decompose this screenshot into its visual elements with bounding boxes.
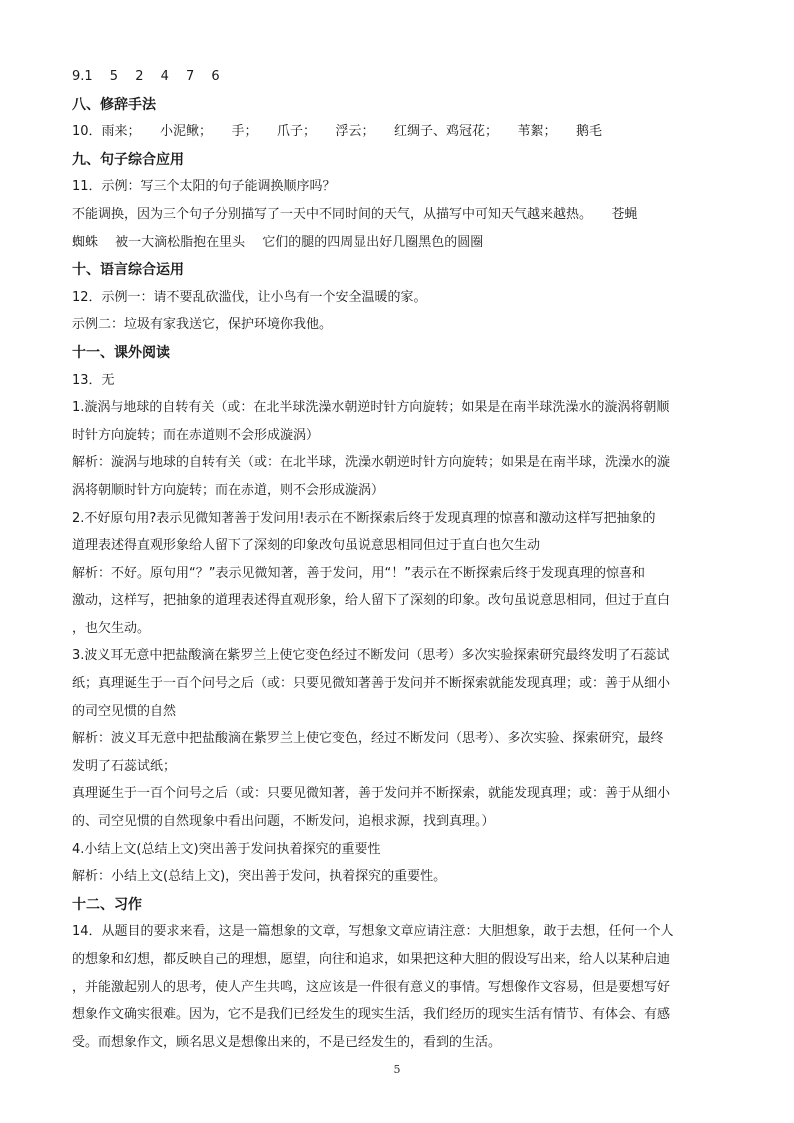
answer-line-12: 12．示例一：请不要乱砍滥伐，让小鸟有一个安全温暖的家。 [72,289,427,305]
text-line: 1.漩涡与地球的自转有关（或：在北半球洗澡水朝逆时针方向旋转；如果是在南半球洗澡水的漩涡将朝顺 [72,400,670,416]
text-line: ，并能激起别人的思考，使人产生共鸣，这应该是一件很有意义的事情。写想像作文容易，但是要想写好 [72,979,671,995]
text-line: 的想象和幻想，都反映自己的理想，愿望，向往和追求，如果把这种大胆的假设写出来，给人以某种启迪 [72,952,671,967]
answer-sheet [72,68,722,1061]
text-line: 真理诞生于一百个问号之后（或：只要见微知著，善于发问并不断探索，就能发现真理；或：善于从细小 [72,786,671,802]
text-line: 4.小结上文(总结上文)突出善于发问执着探究的重要性 [72,841,381,857]
section-heading-language: 十、语言综合运用 [72,262,184,279]
text-line: 发明了石蕊试纸； [72,758,177,774]
page-number: 5 [393,1063,401,1076]
answer-line-14: 14．从题目的要求来看，这是一篇想象的文章，写想象文章应请注意：大胆想象，敢于去想，任何一个人 [72,924,674,940]
section-heading-reading: 十一、课外阅读 [72,344,170,361]
answer-line-10: 10．雨来； 小泥鳅； 手； 爪子； 浮云； 红绸子、鸡冠花； 苇絮； 鹅毛 [72,124,603,140]
text-line: 涡将朝顺时针方向旋转；而在赤道，则不会形成漩涡） [72,482,385,498]
text-line: 激动，这样写，把抽象的道理表述得直观形象，给人留下了深刻的印象。改句虽说意思相同，但过于直白 [72,593,671,609]
text-line: 3.波义耳无意中把盐酸滴在紫罗兰上使它变色经过不断发问（思考）多次实验探索研究最终发明了石蕊试 [72,648,670,664]
text-line: 解析：波义耳无意中把盐酸滴在紫罗兰上使它变色，经过不断发问（思考）、多次实验、探索研究，最终 [72,731,664,747]
text-line: 解析：小结上文(总结上文)，突出善于发问，执着探究的重要性。 [72,869,447,885]
text-line: 道理表述得直观形象给人留下了深刻的印象改句虽说意思相同但过于直白也欠生动 [72,538,541,554]
text-line: 的司空见惯的自然 [72,703,177,719]
text-line: 蜘蛛 被一大滴松脂抱在里头 它们的腿的四周显出好几圈黑色的圆圈 [72,234,484,250]
text-line: 示例二：垃圾有家我送它，保护环境你我他。 [72,317,333,333]
answer-line-9: 9.1 5 2 4 7 6 [72,69,220,84]
section-heading-rhetoric: 八、修辞手法 [72,96,156,113]
text-line: 想象作文确实很难。因为，它不是我们已经发生的现实生活，我们经历的现实生活有情节、有体会、有感 [72,1007,671,1023]
answer-line-13: 13．无 [72,372,115,388]
text-line: 时针方向旋转；而在赤道则不会形成漩涡） [72,427,320,443]
section-heading-writing: 十二、习作 [72,896,142,913]
text-line: 受。而想象作文，顾名思义是想像出来的，不是已经发生的，看到的生活。 [72,1034,502,1050]
text-line: 的、司空见惯的自然现象中看出问题，不断发问，追根求源，找到真理。） [72,814,495,830]
text-line: 解析：不好。原句用“？”表示见微知著，善于发问，用“！”表示在不断探索后终于发现真理的惊喜和 [72,565,645,581]
section-heading-sentence: 九、句子综合应用 [72,151,184,168]
answer-line-11: 11．示例：写三个太阳的句子能调换顺序吗？ [72,179,336,195]
text-line: 解析：漩涡与地球的自转有关（或：在北半球，洗澡水朝逆时针方向旋转；如果是在南半球，洗澡水的漩 [72,455,671,471]
text-line: 2.不好原句用?表示见微知著善于发问用!表示在不断探索后终于发现真理的惊喜和激动这样写把抽象的 [72,510,656,526]
text-line: ，也欠生动。 [72,620,151,636]
text-line: 纸；真理诞生于一百个问号之后（或：只要见微知著善于发问并不断探索就能发现真理；或：善于从细小 [72,676,671,692]
text-line: 不能调换，因为三个句子分别描写了一天中不同时间的天气，从描写中可知天气越来越热。 苍蝇 [72,206,638,222]
